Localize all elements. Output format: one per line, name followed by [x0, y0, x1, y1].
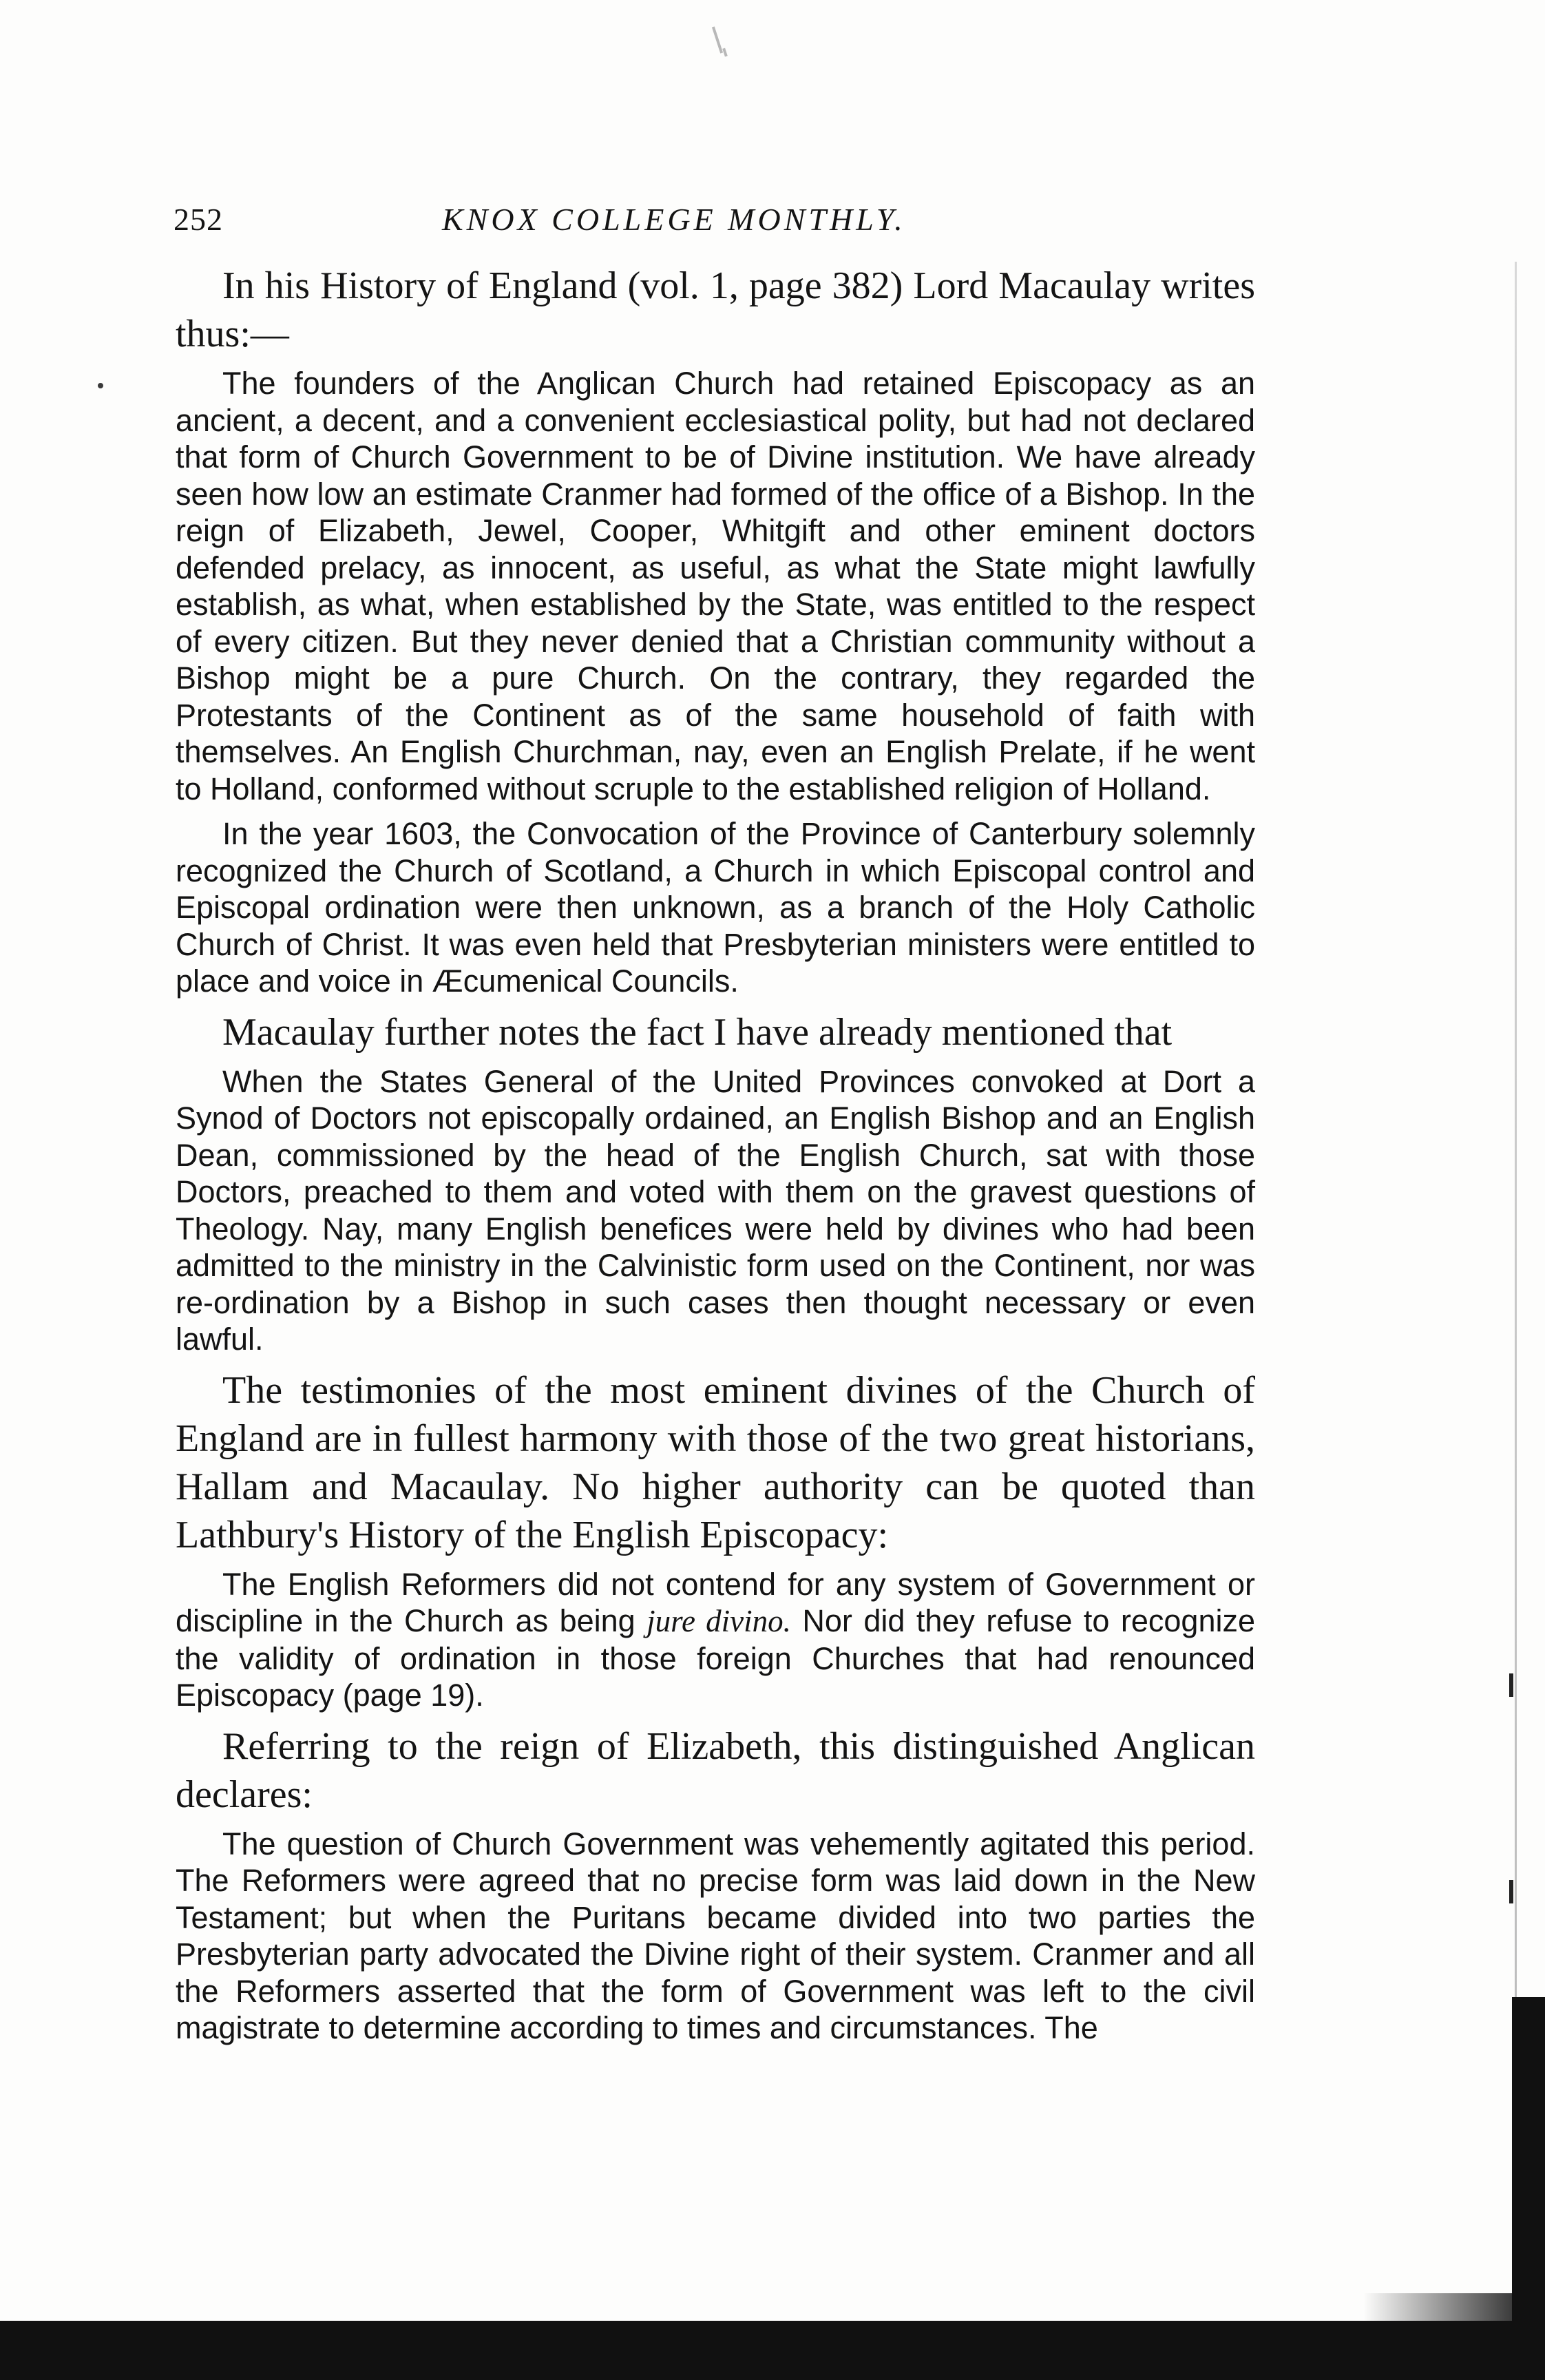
block-quote: The founders of the Anglican Church had retained Episcopacy as an ancient, a decent, and a convenient ecclesiastical polity, but had not declared that form of Church Government to be of Divine institution. We have already seen how low an estimate Cranmer had formed of the office of a Bishop. In the reign of Elizabeth, Jewel, Cooper, Whitgift and other eminent doctors defended prelacy, as innocent, as useful, as what the State might lawfully establish, as what, when established by the State, was entitled to the respect of every citizen. But they never denied that a Christian community without a Bishop might be a pure Church. On the contrary, they regarded the Protestants of the Continent as of the same household of faith with themselves. An English Churchman, nay, even an English Prelate, if he went to Holland, conformed without scruple to the established religion of Holland.	[176, 366, 1255, 806]
body-paragraph: Macaulay further notes the fact I have already mentioned that	[222, 1010, 1173, 1054]
block-quote: When the States General of the United Provinces convoked at Dort a Synod of Doctors not episcopally ordained, an English Bishop and an English Dean, commissioned by the head of the English Church, sat with those Doctors, preached to them and voted with them on the gravest questions of Theology. Nay, many English benefices were held by divines who had been admitted to the ministry in the Calvinistic form used on the Continent, nor was re-ordination by a Bishop in such cases then thought necessary or even lawful.	[176, 1063, 1255, 1357]
page-body	[176, 262, 1255, 2055]
page-number: 252	[174, 202, 223, 237]
body-paragraph: Referring to the reign of Elizabeth, this distinguished Anglican declares:	[176, 1724, 1255, 1816]
scan-border	[1512, 1997, 1545, 2328]
running-title: KNOX COLLEGE MONTHLY.	[442, 202, 906, 237]
scan-mark	[722, 48, 728, 57]
margin-dot	[98, 383, 103, 388]
body-paragraph: In his History of England (vol. 1, page 382) Lord Macaulay writes thus:—	[176, 264, 1255, 355]
block-quote	[176, 1566, 1255, 1714]
body-paragraph: The testimonies of the most eminent divines of the Church of England are in fullest harmony with those of the two great historians, Hallam and Macaulay. No higher authority can be quoted than Lathbury's History of the English Episcopacy:	[176, 1368, 1255, 1556]
quote-text: The English Reformers did not contend for any system of Government or discipline in the Church as being	[176, 1566, 1255, 1638]
quote-text: Nor did they refuse to recognize the validity of ordination in those foreign Churches that had renounced Episcopacy (page 19).	[176, 1603, 1256, 1713]
block-quote: In the year 1603, the Convocation of the Province of Canterbury solemnly recognized the Church of Scotland, a Church in which Episcopal control and Episcopal ordination were then unknown, as a branch of the Holy Catholic Church of Christ. It was even held that Presbyterian ministers were entitled to place and voice in Æcumenical Councils.	[176, 816, 1255, 999]
scan-mark	[1509, 1673, 1513, 1697]
page-edge	[1515, 262, 1517, 2259]
scan-mark	[1509, 1880, 1513, 1903]
latin-phrase: jure divino.	[647, 1604, 791, 1638]
block-quote: The question of Church Government was vehemently agitated this period. The Reformers were agreed that no precise form was laid down in the New Testament; but when the Puritans became divided into two parties the Presbyterian party advocated the Divine right of their system. Cranmer and all the Reformers asserted that the form of Government was left to the civil magistrate to determine according to times and circumstances. The	[176, 1826, 1255, 2045]
page-header	[174, 201, 1310, 249]
scan-mark	[712, 26, 723, 53]
scan-border	[0, 2321, 1545, 2380]
